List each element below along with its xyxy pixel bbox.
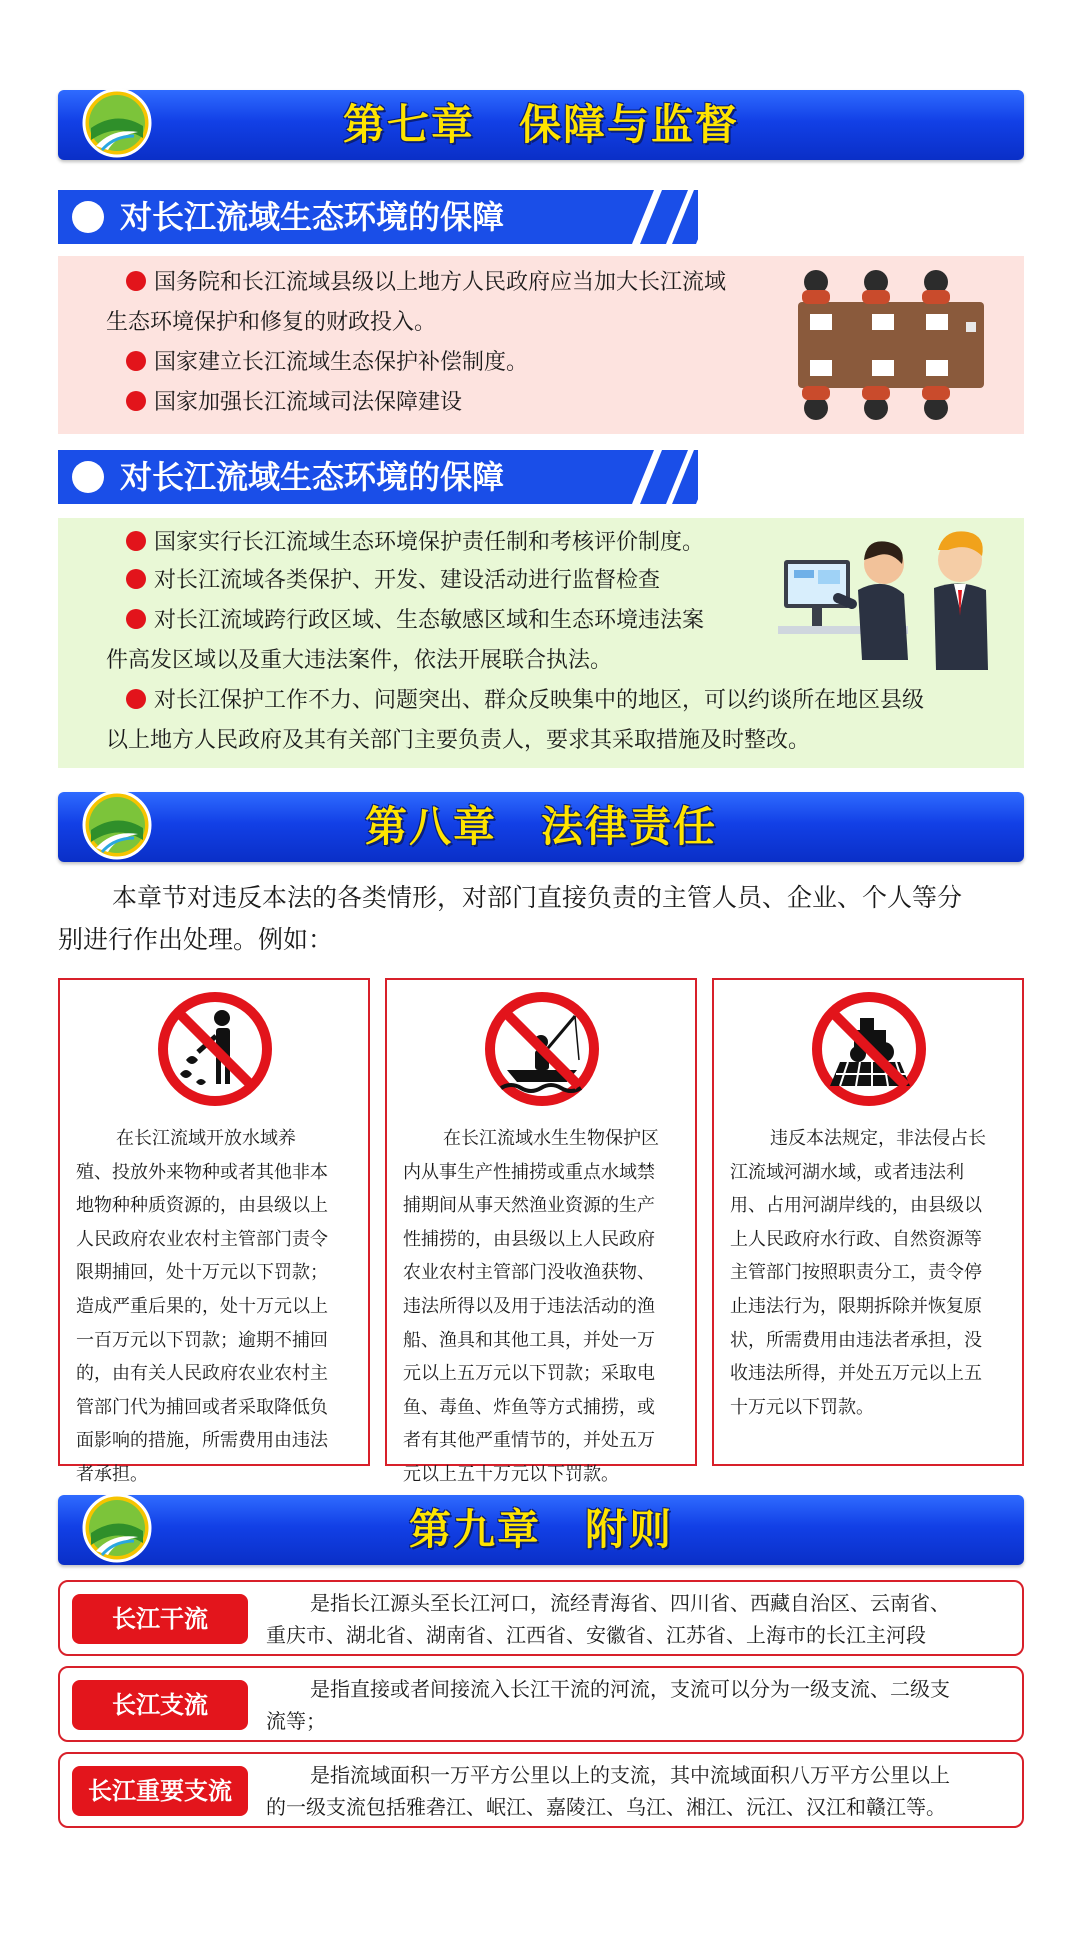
term-definition-line: 是指直接或者间接流入长江干流的河流，支流可以分为一级支流、二级支 bbox=[310, 1677, 950, 1701]
card-text-line: 内从事生产性捕捞或重点水域禁 bbox=[403, 1161, 655, 1183]
card-text-line: 地物种种质资源的，由县级以上 bbox=[76, 1195, 328, 1217]
term-tag: 长江干流 bbox=[72, 1594, 248, 1644]
bullet-icon bbox=[126, 391, 146, 411]
supervision-illustration bbox=[778, 520, 1008, 676]
section1-line: 国务院和长江流域县级以上地方人民政府应当加大长江流域 bbox=[126, 268, 726, 298]
section2-line: 国家实行长江流域生态环境保护责任制和考核评价制度。 bbox=[126, 528, 704, 558]
card-text-line: 农业农村主管部门没收渔获物、 bbox=[403, 1262, 655, 1284]
penalty-card-species bbox=[58, 978, 370, 1485]
bullet-icon bbox=[126, 531, 146, 551]
term-tag: 长江支流 bbox=[72, 1680, 248, 1730]
card-text-line: 面影响的措施，所需费用由违法 bbox=[76, 1430, 328, 1452]
section2-line: 对长江流域各类保护、开发、建设活动进行监督检查 bbox=[126, 566, 660, 596]
section1-heading: 对长江流域生态环境的保障 bbox=[120, 198, 505, 236]
card-text-line: 一百万元以下罚款；逾期不捕回 bbox=[76, 1329, 328, 1351]
card-text-line: 状，所需费用由违法者承担，没 bbox=[730, 1329, 982, 1351]
chapter8-intro-line: 本章节对违反本法的各类情形，对部门直接负责的主管人员、企业、个人等分 bbox=[112, 883, 963, 912]
section1-line: 国家加强长江流域司法保障建设 bbox=[126, 388, 462, 418]
section2-line: 对长江保护工作不力、问题突出、群众反映集中的地区，可以约谈所在地区县级 bbox=[126, 686, 924, 716]
section2-panel bbox=[58, 518, 1024, 768]
card-text-line: 收违法所得，并处五万元以上五 bbox=[730, 1363, 982, 1385]
card-text-line: 十万元以下罚款。 bbox=[730, 1396, 874, 1418]
chapter8-intro-line: 别进行作出处理。例如： bbox=[58, 925, 334, 954]
card-text-line: 造成严重后果的，处十万元以上 bbox=[76, 1296, 328, 1317]
chapter8-banner bbox=[58, 792, 1024, 862]
chapter8-title: 第八章 法律责任 bbox=[364, 802, 717, 851]
card-text-line: 人民政府农业农村主管部门责令 bbox=[76, 1228, 328, 1250]
term-definition-line: 是指长江源头至长江河口，流经青海省、四川省、西藏自治区、云南省、 bbox=[310, 1591, 950, 1615]
section2-heading: 对长江流域生态环境的保障 bbox=[120, 458, 505, 496]
section1-line: 生态环境保护和修复的财政投入。 bbox=[106, 310, 437, 335]
meeting-table-illustration bbox=[776, 262, 1006, 428]
card-text-line: 在长江流域水生生物保护区 bbox=[443, 1128, 659, 1149]
card-text-line: 殖、投放外来物种或者其他非本 bbox=[76, 1161, 328, 1183]
penalty-card-occupation bbox=[712, 978, 1024, 1466]
no-fishing-icon bbox=[483, 990, 601, 1108]
section2-line: 件高发区域以及重大违法案件，依法开展联合执法。 bbox=[106, 648, 613, 673]
section-dot-icon bbox=[72, 461, 104, 493]
card-text-line: 者有其他严重情节的，并处五万 bbox=[403, 1430, 655, 1452]
section-dot-icon bbox=[72, 201, 104, 233]
card-text-line: 船、渔具和其他工具，并处一万 bbox=[403, 1329, 655, 1351]
chapter9-banner bbox=[58, 1495, 1024, 1565]
term-main-stream bbox=[58, 1580, 1024, 1656]
card-text-line: 者承担。 bbox=[76, 1464, 148, 1485]
term-definition-line: 重庆市、湖北省、湖南省、江西省、安徽省、江苏省、上海市的长江主河段 bbox=[266, 1623, 926, 1647]
term-major-tributary bbox=[58, 1752, 1024, 1828]
term-definition-line: 的一级支流包括雅砻江、岷江、嘉陵江、乌江、湘江、沅江、汉江和赣江等。 bbox=[266, 1795, 946, 1819]
card-text-line: 违法所得以及用于违法活动的渔 bbox=[403, 1296, 655, 1317]
card-text-line: 江流域河湖水域，或者违法利 bbox=[730, 1161, 964, 1183]
bullet-icon bbox=[126, 609, 146, 629]
card-text-line: 在长江流域开放水域养 bbox=[116, 1128, 296, 1149]
card-text-line: 的，由有关人民政府农业农村主 bbox=[76, 1363, 328, 1385]
card-text-line: 元以上五十万元以下罚款。 bbox=[403, 1464, 619, 1485]
section2-line: 对长江流域跨行政区域、生态敏感区域和生态环境违法案 bbox=[126, 606, 704, 636]
chapter7-banner bbox=[58, 90, 1024, 160]
bullet-icon bbox=[126, 569, 146, 589]
card-text-line: 捕期间从事天然渔业资源的生产 bbox=[403, 1195, 655, 1217]
card-text-line: 上人民政府水行政、自然资源等 bbox=[730, 1228, 982, 1250]
section2-line: 以上地方人民政府及其有关部门主要负责人，要求其采取措施及时整改。 bbox=[106, 728, 811, 753]
bullet-icon bbox=[126, 689, 146, 709]
card-text-line: 性捕捞的，由县级以上人民政府 bbox=[403, 1228, 655, 1250]
card-text-line: 元以上五万元以下罚款；采取电 bbox=[403, 1363, 655, 1385]
card-text-line: 限期捕回，处十万元以下罚款； bbox=[76, 1262, 328, 1284]
card-text-line: 鱼、毒鱼、炸鱼等方式捕捞，或 bbox=[403, 1396, 655, 1418]
no-land-occupation-icon bbox=[810, 990, 928, 1108]
no-release-species-icon bbox=[156, 990, 274, 1108]
term-tag: 长江重要支流 bbox=[72, 1766, 248, 1816]
chapter9-title: 第九章 附则 bbox=[408, 1505, 673, 1554]
term-definition-line: 流等； bbox=[266, 1709, 326, 1733]
penalty-card-fishing bbox=[385, 978, 697, 1485]
section2-header bbox=[58, 450, 698, 504]
term-definition-line: 是指流域面积一万平方公里以上的支流，其中流域面积八万平方公里以上 bbox=[310, 1763, 950, 1787]
term-tributary bbox=[58, 1666, 1024, 1742]
chapter7-title: 第七章 保障与监督 bbox=[342, 100, 739, 149]
bullet-icon bbox=[126, 351, 146, 371]
bullet-icon bbox=[126, 271, 146, 291]
card-text-line: 主管部门按照职责分工，责令停 bbox=[730, 1262, 982, 1284]
section1-header bbox=[58, 190, 698, 244]
section1-panel bbox=[58, 256, 1024, 434]
card-text-line: 止违法行为，限期拆除并恢复原 bbox=[730, 1296, 982, 1317]
section1-line: 国家建立长江流域生态保护补偿制度。 bbox=[126, 348, 528, 378]
card-text-line: 管部门代为捕回或者采取降低负 bbox=[76, 1396, 328, 1418]
card-text-line: 违反本法规定，非法侵占长 bbox=[770, 1128, 986, 1149]
card-text-line: 用、占用河湖岸线的，由县级以 bbox=[730, 1195, 982, 1217]
